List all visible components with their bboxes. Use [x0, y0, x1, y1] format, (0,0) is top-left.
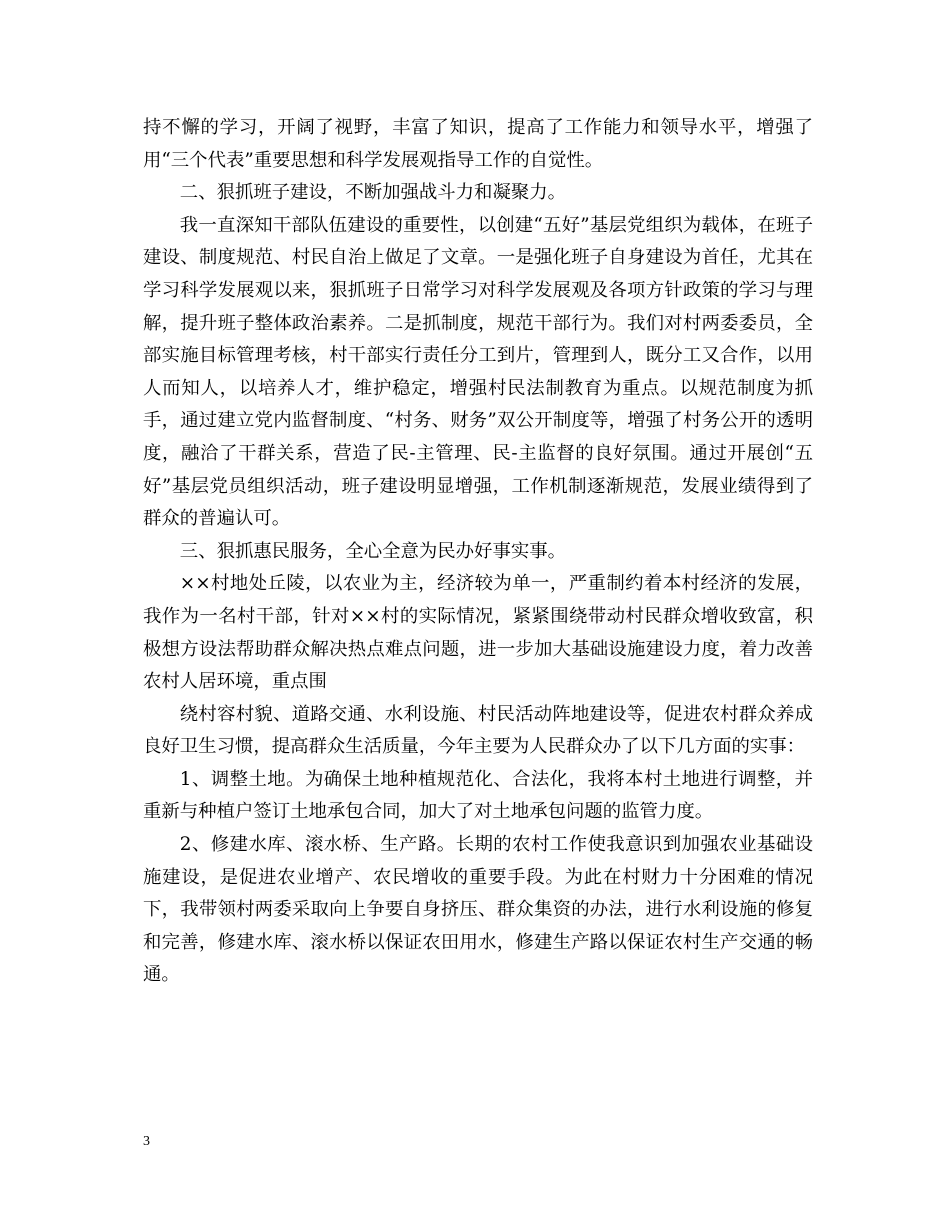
list-item-infrastructure: 2、修建水库、滚水桥、生产路。长期的农村工作使我意识到加强农业基础设施建设，是促进农业增产、农民增收的重要手段。为此在村财力十分困难的情况下，我带领村两委采取向上争要自身挤压、群众集资的办法，进行水利设施的修复和完善，修建水库、滚水桥以保证农田用水，修建生产路以保证农村生产交通的畅通。 [143, 834, 813, 986]
paragraph-team-building: 我一直深知干部队伍建设的重要性，以创建“五好”基层党组织为载体，在班子建设、制度规范、村民自治上做足了文章。一是强化班子自身建设为首任，尤其在学习科学发展观以来，狠抓班子日常学习对科学发展观及各项方针政策的学习与理解，提升班子整体政治素养。二是抓制度，规范干部行为。我们对村两委委员，全部实施目标管理考核，村干部实行责任分工到片，管理到人，既分工又合作，以用人而知人，以培养人才，维护稳定，增强村民法制教育为重点。以规范制度为抓手，通过建立党内监督制度、“村务、财务”双公开制度等，增强了村务公开的透明度，融洽了干群关系，营造了民-主管理、民-主监督的良好氛围。通过开展创“五好”基层党员组织活动，班子建设明显增强，工作机制逐渐规范，发展业绩得到了群众的普遍认可。 [143, 214, 813, 530]
paragraph-village-situation: ××村地处丘陵，以农业为主，经济较为单一，严重制约着本村经济的发展，我作为一名村干部，针对××村的实际情况，紧紧围绕带动村民群众增收致富，积极想方设法帮助群众解决热点难点问题，进一步加大基础设施建设力度，着力改善农村人居环境，重点围 [143, 573, 813, 693]
list-item-land-adjustment: 1、调整土地。为确保土地种植规范化、合法化，我将本村土地进行调整，并重新与种植户签订土地承包合同，加大了对土地承包问题的监管力度。 [143, 768, 813, 823]
paragraph-continued: 持不懈的学习，开阔了视野，丰富了知识，提高了工作能力和领导水平，增强了用“三个代表”重要思想和科学发展观指导工作的自觉性。 [143, 117, 813, 171]
document-body [143, 112, 813, 992]
section-heading-2: 二、狠抓班子建设，不断加强战斗力和凝聚力。 [179, 182, 567, 204]
paragraph-village-improvements: 绕村容村貌、道路交通、水利设施、村民活动阵地建设等，促进农村群众养成良好卫生习惯，提高群众生活质量，今年主要为人民群众办了以下几方面的实事： [143, 703, 813, 758]
page-number: 3 [143, 1134, 150, 1149]
section-heading-3: 三、狠抓惠民服务，全心全意为民办好事实事。 [179, 540, 567, 562]
